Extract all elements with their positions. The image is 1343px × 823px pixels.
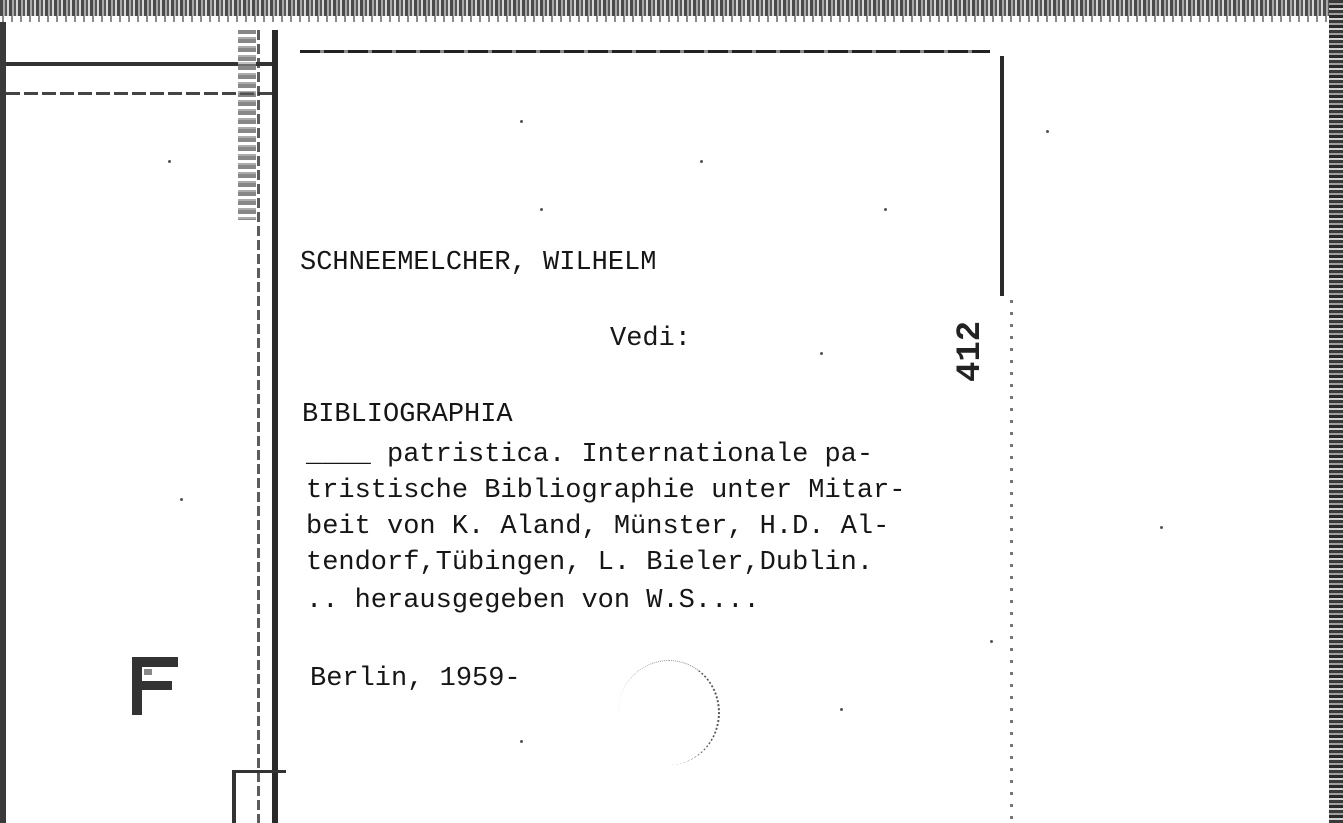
body-line: tristische Bibliographie unter Mitar- bbox=[306, 476, 906, 506]
card-top-edge bbox=[300, 50, 990, 53]
divider-tab-edge bbox=[238, 30, 256, 220]
scan-speck bbox=[820, 352, 823, 355]
call-number: 412 bbox=[952, 320, 990, 382]
card-right-edge bbox=[1000, 56, 1004, 296]
title-heading: BIBLIOGRAPHIA bbox=[302, 400, 513, 430]
divider-letter-f-icon bbox=[130, 655, 180, 717]
faint-stamp-circle bbox=[618, 660, 720, 765]
author-heading: SCHNEEMELCHER, WILHELM bbox=[300, 248, 657, 278]
imprint-line: Berlin, 1959- bbox=[310, 664, 521, 694]
scan-top-border bbox=[0, 0, 1343, 22]
body-line: .. herausgegeben von W.S.... bbox=[306, 586, 760, 616]
scan-speck bbox=[884, 208, 887, 211]
scan-speck bbox=[700, 160, 703, 163]
scan-speck bbox=[168, 160, 171, 163]
scan-speck bbox=[1046, 130, 1049, 133]
scan-speck bbox=[520, 120, 523, 123]
body-line: ____ patristica. Internationale pa- bbox=[306, 440, 874, 470]
see-reference-label: Vedi: bbox=[610, 324, 692, 354]
scan-speck bbox=[520, 740, 523, 743]
card-right-dotted-edge bbox=[1010, 300, 1013, 823]
scan-speck bbox=[180, 498, 183, 501]
scan-speck bbox=[840, 708, 843, 711]
divider-tab-bottom-line bbox=[6, 92, 276, 95]
scan-speck bbox=[540, 208, 543, 211]
body-line: tendorf,Tübingen, L. Bieler,Dublin. bbox=[306, 548, 874, 578]
bottom-edge-marks bbox=[232, 770, 286, 823]
card-left-shadow-edge bbox=[257, 30, 260, 823]
card-left-edge bbox=[272, 30, 278, 823]
scan-speck bbox=[1160, 526, 1163, 529]
scan-left-border bbox=[0, 22, 6, 823]
divider-tab-top-line bbox=[6, 62, 276, 66]
scan-speck bbox=[990, 640, 993, 643]
scan-right-border bbox=[1329, 0, 1343, 823]
body-line: beit von K. Aland, Münster, H.D. Al- bbox=[306, 512, 890, 542]
